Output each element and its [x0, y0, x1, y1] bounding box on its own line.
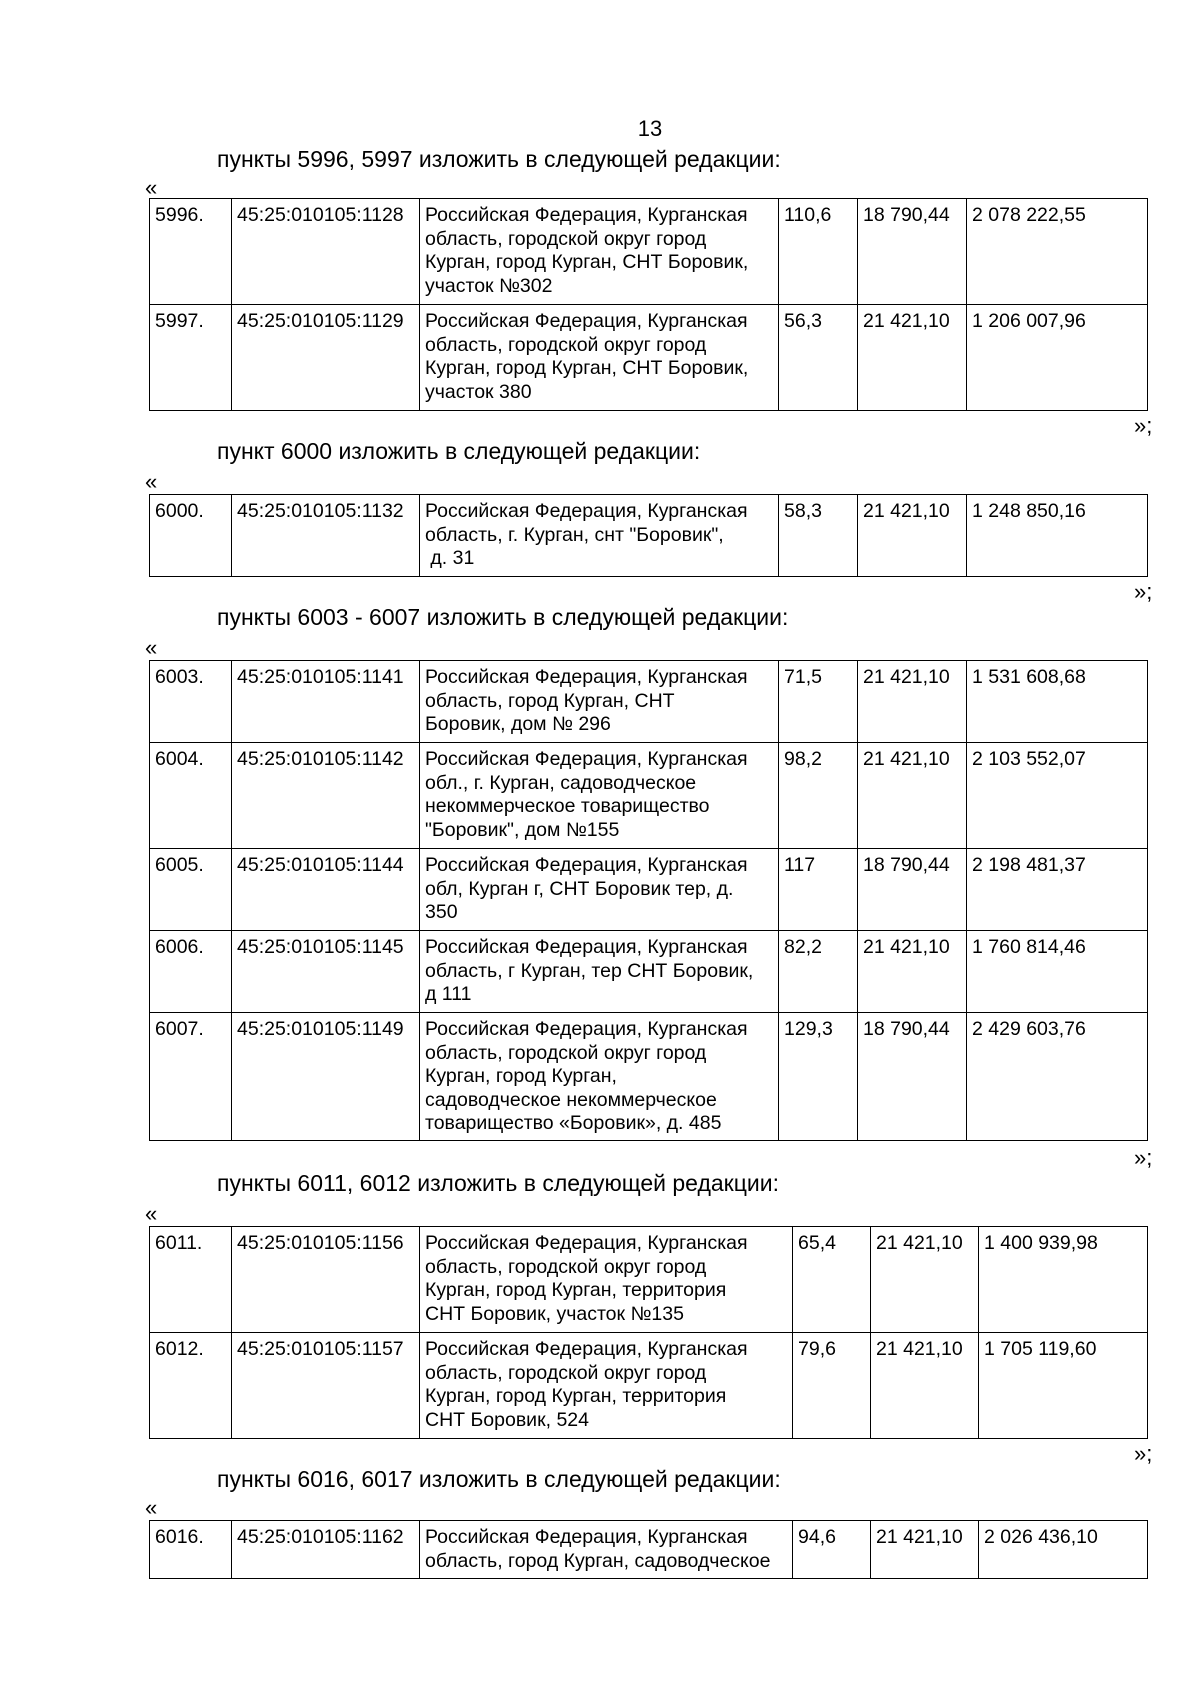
address — [420, 495, 779, 577]
area: 58,3 — [779, 495, 858, 577]
cadastral-number: 45:25:010105:1149 — [232, 1013, 420, 1141]
cadastral-number: 45:25:010105:1162 — [232, 1521, 420, 1579]
address-line: СНТ Боровик, участок №135 — [425, 1302, 684, 1325]
table-6000 — [149, 494, 1148, 577]
address — [420, 1333, 793, 1439]
address-line: Курган, город Курган, — [425, 1065, 617, 1087]
area: 110,6 — [779, 199, 858, 305]
address — [420, 305, 779, 411]
address-line: СНТ Боровик, 524 — [425, 1408, 589, 1431]
table-row — [150, 661, 1148, 743]
cadastral-value: 1 531 608,68 — [967, 661, 1148, 743]
cadastral-value: 2 026 436,10 — [979, 1521, 1148, 1579]
unit-price: 18 790,44 — [858, 1013, 967, 1141]
unit-price: 21 421,10 — [858, 743, 967, 849]
closing-quote: »; — [1134, 1145, 1153, 1170]
address-line: область, г. Курган, снт "Боровик", — [425, 523, 724, 546]
address-line: Российская Федерация, Курганская — [425, 666, 748, 688]
item-number: 6016. — [150, 1521, 232, 1579]
cadastral-value: 1 400 939,98 — [979, 1227, 1148, 1333]
address-line: Российская Федерация, Курганская — [425, 748, 748, 770]
address — [420, 661, 779, 743]
address-line: 350 — [425, 901, 458, 923]
item-number: 6004. — [150, 743, 232, 849]
cadastral-number: 45:25:010105:1156 — [232, 1227, 420, 1333]
area: 129,3 — [779, 1013, 858, 1141]
cadastral-value: 2 429 603,76 — [967, 1013, 1148, 1141]
address — [420, 1227, 793, 1333]
opening-quote: « — [145, 469, 158, 494]
unit-price: 21 421,10 — [858, 661, 967, 743]
area: 117 — [779, 849, 858, 931]
table-row — [150, 1521, 1148, 1579]
cadastral-value: 2 103 552,07 — [967, 743, 1148, 849]
unit-price: 18 790,44 — [858, 199, 967, 305]
area: 94,6 — [793, 1521, 871, 1579]
item-number: 5996. — [150, 199, 232, 305]
page-number: 13 — [637, 116, 663, 141]
table-row — [150, 1227, 1148, 1333]
item-number: 6011. — [150, 1227, 232, 1333]
section-heading-6003-6007: пункты 6003 - 6007 изложить в следующей редакции: — [217, 604, 789, 630]
cadastral-value: 1 705 119,60 — [979, 1333, 1148, 1439]
opening-quote: « — [145, 175, 158, 200]
cadastral-value: 1 206 007,96 — [967, 305, 1148, 411]
address — [420, 931, 779, 1013]
cadastral-number: 45:25:010105:1144 — [232, 849, 420, 931]
unit-price: 21 421,10 — [858, 931, 967, 1013]
closing-quote: »; — [1134, 1441, 1153, 1466]
address — [420, 849, 779, 931]
section-heading-5996-5997: пункты 5996, 5997 изложить в следующей редакции: — [217, 146, 781, 172]
address-line: садоводческое некоммерческое — [425, 1088, 717, 1111]
item-number: 6000. — [150, 495, 232, 577]
address — [420, 1521, 793, 1579]
cadastral-number: 45:25:010105:1132 — [232, 495, 420, 577]
opening-quote: « — [145, 1495, 158, 1520]
address-line: область, городской округ город — [425, 227, 707, 250]
address-line: область, городской округ город — [425, 333, 707, 356]
table-row — [150, 305, 1148, 411]
cadastral-number: 45:25:010105:1128 — [232, 199, 420, 305]
closing-quote: »; — [1134, 579, 1153, 604]
cadastral-value: 2 078 222,55 — [967, 199, 1148, 305]
address — [420, 743, 779, 849]
table-row — [150, 1333, 1148, 1439]
cadastral-number: 45:25:010105:1142 — [232, 743, 420, 849]
address-line: Российская Федерация, Курганская — [425, 1018, 748, 1040]
unit-price: 21 421,10 — [871, 1333, 979, 1439]
address-line: Российская Федерация, Курганская — [425, 204, 748, 226]
unit-price: 21 421,10 — [858, 495, 967, 577]
address-line: область, городской округ город — [425, 1255, 707, 1278]
item-number: 5997. — [150, 305, 232, 411]
unit-price: 18 790,44 — [858, 849, 967, 931]
address-line: Курган, город Курган, территория — [425, 1385, 727, 1407]
table-row — [150, 743, 1148, 849]
cadastral-number: 45:25:010105:1129 — [232, 305, 420, 411]
address-line: обл., г. Курган, садоводческое — [425, 771, 697, 794]
address — [420, 1013, 779, 1141]
item-number: 6007. — [150, 1013, 232, 1141]
address-line: Российская Федерация, Курганская — [425, 310, 748, 332]
address-line: область, городской округ город — [425, 1361, 707, 1384]
table-row — [150, 931, 1148, 1013]
table-6016-6017 — [149, 1520, 1148, 1579]
table-6003-6007 — [149, 660, 1148, 1141]
address-line: область, город Курган, садоводческое — [425, 1549, 771, 1572]
table-5996-5997 — [149, 198, 1148, 411]
area: 79,6 — [793, 1333, 871, 1439]
cadastral-value: 1 248 850,16 — [967, 495, 1148, 577]
address-line: Курган, город Курган, территория — [425, 1279, 727, 1301]
unit-price: 21 421,10 — [858, 305, 967, 411]
item-number: 6012. — [150, 1333, 232, 1439]
closing-quote: »; — [1134, 413, 1153, 438]
address-line: участок 380 — [425, 380, 532, 403]
item-number: 6005. — [150, 849, 232, 931]
opening-quote: « — [145, 635, 158, 660]
item-number: 6006. — [150, 931, 232, 1013]
area: 65,4 — [793, 1227, 871, 1333]
address — [420, 199, 779, 305]
address-line: товарищество «Боровик», д. 485 — [425, 1112, 722, 1134]
unit-price: 21 421,10 — [871, 1521, 979, 1579]
table-6011-6012 — [149, 1226, 1148, 1439]
table-row — [150, 1013, 1148, 1141]
address-line: "Боровик", дом №155 — [425, 818, 620, 841]
cadastral-value: 1 760 814,46 — [967, 931, 1148, 1013]
address-line: Российская Федерация, Курганская — [425, 936, 748, 958]
cadastral-number: 45:25:010105:1157 — [232, 1333, 420, 1439]
address-line: Российская Федерация, Курганская — [425, 1338, 748, 1360]
area: 98,2 — [779, 743, 858, 849]
address-line: область, г Курган, тер СНТ Боровик, — [425, 959, 754, 982]
address-line: некоммерческое товарищество — [425, 795, 710, 817]
address-line: Российская Федерация, Курганская — [425, 500, 748, 522]
area: 82,2 — [779, 931, 858, 1013]
cadastral-value: 2 198 481,37 — [967, 849, 1148, 931]
table-row — [150, 849, 1148, 931]
address-line: область, город Курган, СНТ — [425, 689, 675, 712]
address-line: Боровик, дом № 296 — [425, 713, 611, 735]
cadastral-number: 45:25:010105:1141 — [232, 661, 420, 743]
opening-quote: « — [145, 1201, 158, 1226]
address-line: Российская Федерация, Курганская — [425, 854, 748, 876]
address-line: Российская Федерация, Курганская — [425, 1526, 748, 1548]
section-heading-6011-6012: пункты 6011, 6012 изложить в следующей редакции: — [217, 1170, 780, 1196]
item-number: 6003. — [150, 661, 232, 743]
area: 56,3 — [779, 305, 858, 411]
unit-price: 21 421,10 — [871, 1227, 979, 1333]
table-row — [150, 199, 1148, 305]
address-line: Курган, город Курган, СНТ Боровик, — [425, 357, 749, 379]
section-heading-6000: пункт 6000 изложить в следующей редакции: — [217, 438, 701, 464]
table-row — [150, 495, 1148, 577]
address-line: Курган, город Курган, СНТ Боровик, — [425, 251, 749, 273]
address-line: область, городской округ город — [425, 1041, 707, 1064]
address-line: д. 31 — [425, 547, 475, 569]
address-line: Российская Федерация, Курганская — [425, 1232, 748, 1254]
address-line: обл, Курган г, СНТ Боровик тер, д. — [425, 877, 734, 900]
address-line: участок №302 — [425, 274, 553, 297]
cadastral-number: 45:25:010105:1145 — [232, 931, 420, 1013]
address-line: д 111 — [425, 983, 472, 1005]
area: 71,5 — [779, 661, 858, 743]
section-heading-6016-6017: пункты 6016, 6017 изложить в следующей редакции: — [217, 1466, 781, 1492]
